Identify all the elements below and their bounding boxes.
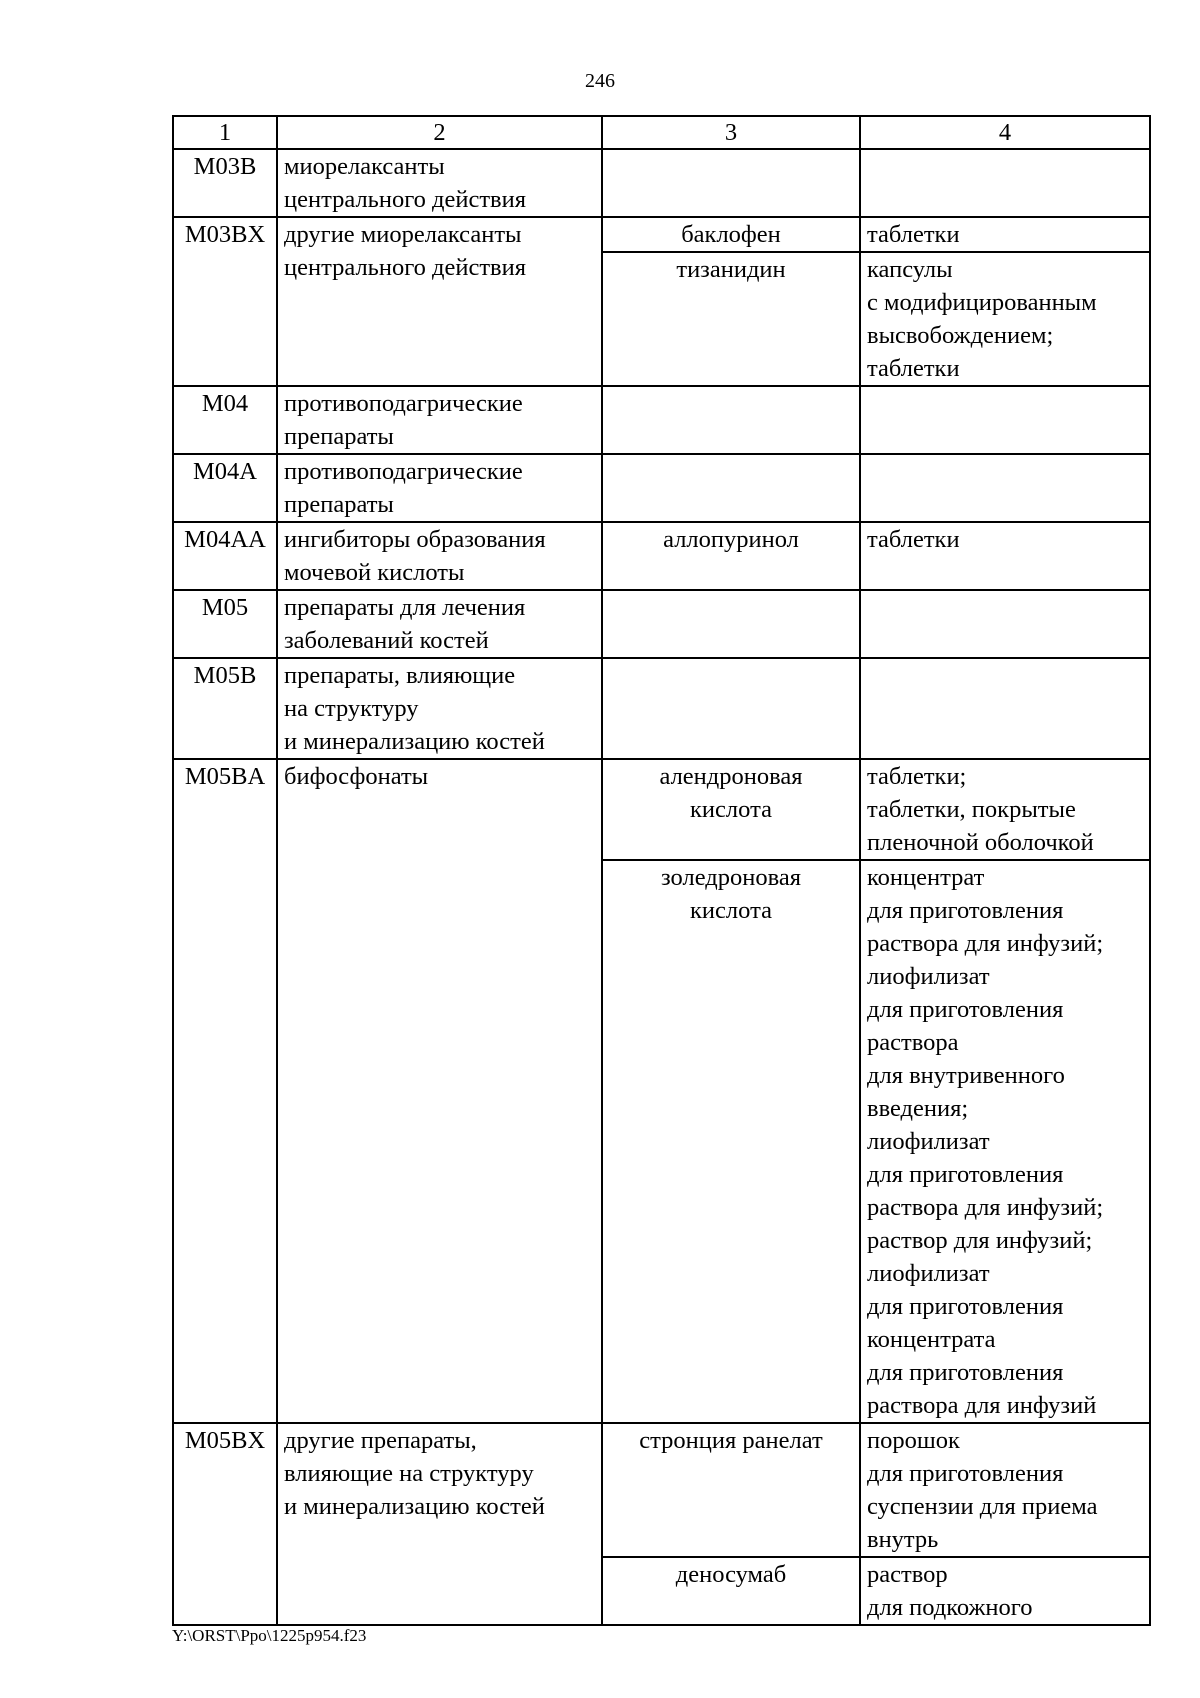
drug-name-cell: золедроновая кислота (602, 860, 860, 1423)
table-row (173, 1423, 1150, 1557)
dosage-form-cell: таблетки (860, 522, 1150, 590)
drug-name-cell (602, 454, 860, 522)
table-header-row (173, 116, 1150, 149)
atc-code-cell: M05BX (173, 1423, 277, 1625)
group-name-cell: противоподагрические препараты (277, 454, 602, 522)
table-row (173, 590, 1150, 658)
dosage-form-cell (860, 454, 1150, 522)
table-row (173, 149, 1150, 217)
file-path-footer: Y:\ORST\Ppo\1225p954.f23 (172, 1626, 367, 1645)
dosage-form-cell (860, 658, 1150, 759)
dosage-form-cell: раствор для подкожного (860, 1557, 1150, 1625)
dosage-form-cell (860, 386, 1150, 454)
table-row (173, 658, 1150, 759)
atc-code-cell: M04AA (173, 522, 277, 590)
atc-code-cell: M03BX (173, 217, 277, 386)
group-name-cell: другие миорелаксанты центрального действия (277, 217, 602, 386)
drug-name-cell: стронция ранелат (602, 1423, 860, 1557)
group-name-cell: препараты, влияющие на структуру и минерализацию костей (277, 658, 602, 759)
header-col-3: 3 (602, 116, 860, 149)
header-col-1: 1 (173, 116, 277, 149)
atc-code-cell: M05BA (173, 759, 277, 1423)
atc-code-cell: M04 (173, 386, 277, 454)
drug-name-cell: аллопуринол (602, 522, 860, 590)
table-row (173, 522, 1150, 590)
group-name-cell: ингибиторы образования мочевой кислоты (277, 522, 602, 590)
table-row (173, 454, 1150, 522)
group-name-cell: миорелаксанты центрального действия (277, 149, 602, 217)
drug-name-cell (602, 386, 860, 454)
dosage-form-cell: капсулы с модифицированным высвобождением; таблетки (860, 252, 1150, 386)
header-col-2: 2 (277, 116, 602, 149)
drug-name-cell (602, 149, 860, 217)
dosage-form-cell (860, 149, 1150, 217)
table-row (173, 759, 1150, 860)
group-name-cell: противоподагрические препараты (277, 386, 602, 454)
dosage-form-cell: порошок для приготовления суспензии для приема внутрь (860, 1423, 1150, 1557)
drug-name-cell (602, 590, 860, 658)
group-name-cell: бифосфонаты (277, 759, 602, 1423)
table-row (173, 386, 1150, 454)
table-row (173, 217, 1150, 252)
drug-name-cell (602, 658, 860, 759)
drug-table (172, 115, 1151, 1626)
atc-code-cell: M03B (173, 149, 277, 217)
group-name-cell: другие препараты, влияющие на структуру и минерализацию костей (277, 1423, 602, 1625)
atc-code-cell: M04A (173, 454, 277, 522)
drug-name-cell: деносумаб (602, 1557, 860, 1625)
dosage-form-cell (860, 590, 1150, 658)
drug-name-cell: тизанидин (602, 252, 860, 386)
dosage-form-cell: концентрат для приготовления раствора для инфузий; лиофилизат для приготовления раствора для внутривенного введения; лиофилизат для приготовления раствора для инфузий; раствор для инфузий; лиофилизат для приготовления концентрата для приготовления раствора для инфузий (860, 860, 1150, 1423)
drug-name-cell: баклофен (602, 217, 860, 252)
atc-code-cell: M05 (173, 590, 277, 658)
dosage-form-cell: таблетки; таблетки, покрытые пленочной оболочкой (860, 759, 1150, 860)
page-number: 246 (585, 70, 615, 92)
dosage-form-cell: таблетки (860, 217, 1150, 252)
atc-code-cell: M05B (173, 658, 277, 759)
drug-name-cell: алендроновая кислота (602, 759, 860, 860)
group-name-cell: препараты для лечения заболеваний костей (277, 590, 602, 658)
header-col-4: 4 (860, 116, 1150, 149)
